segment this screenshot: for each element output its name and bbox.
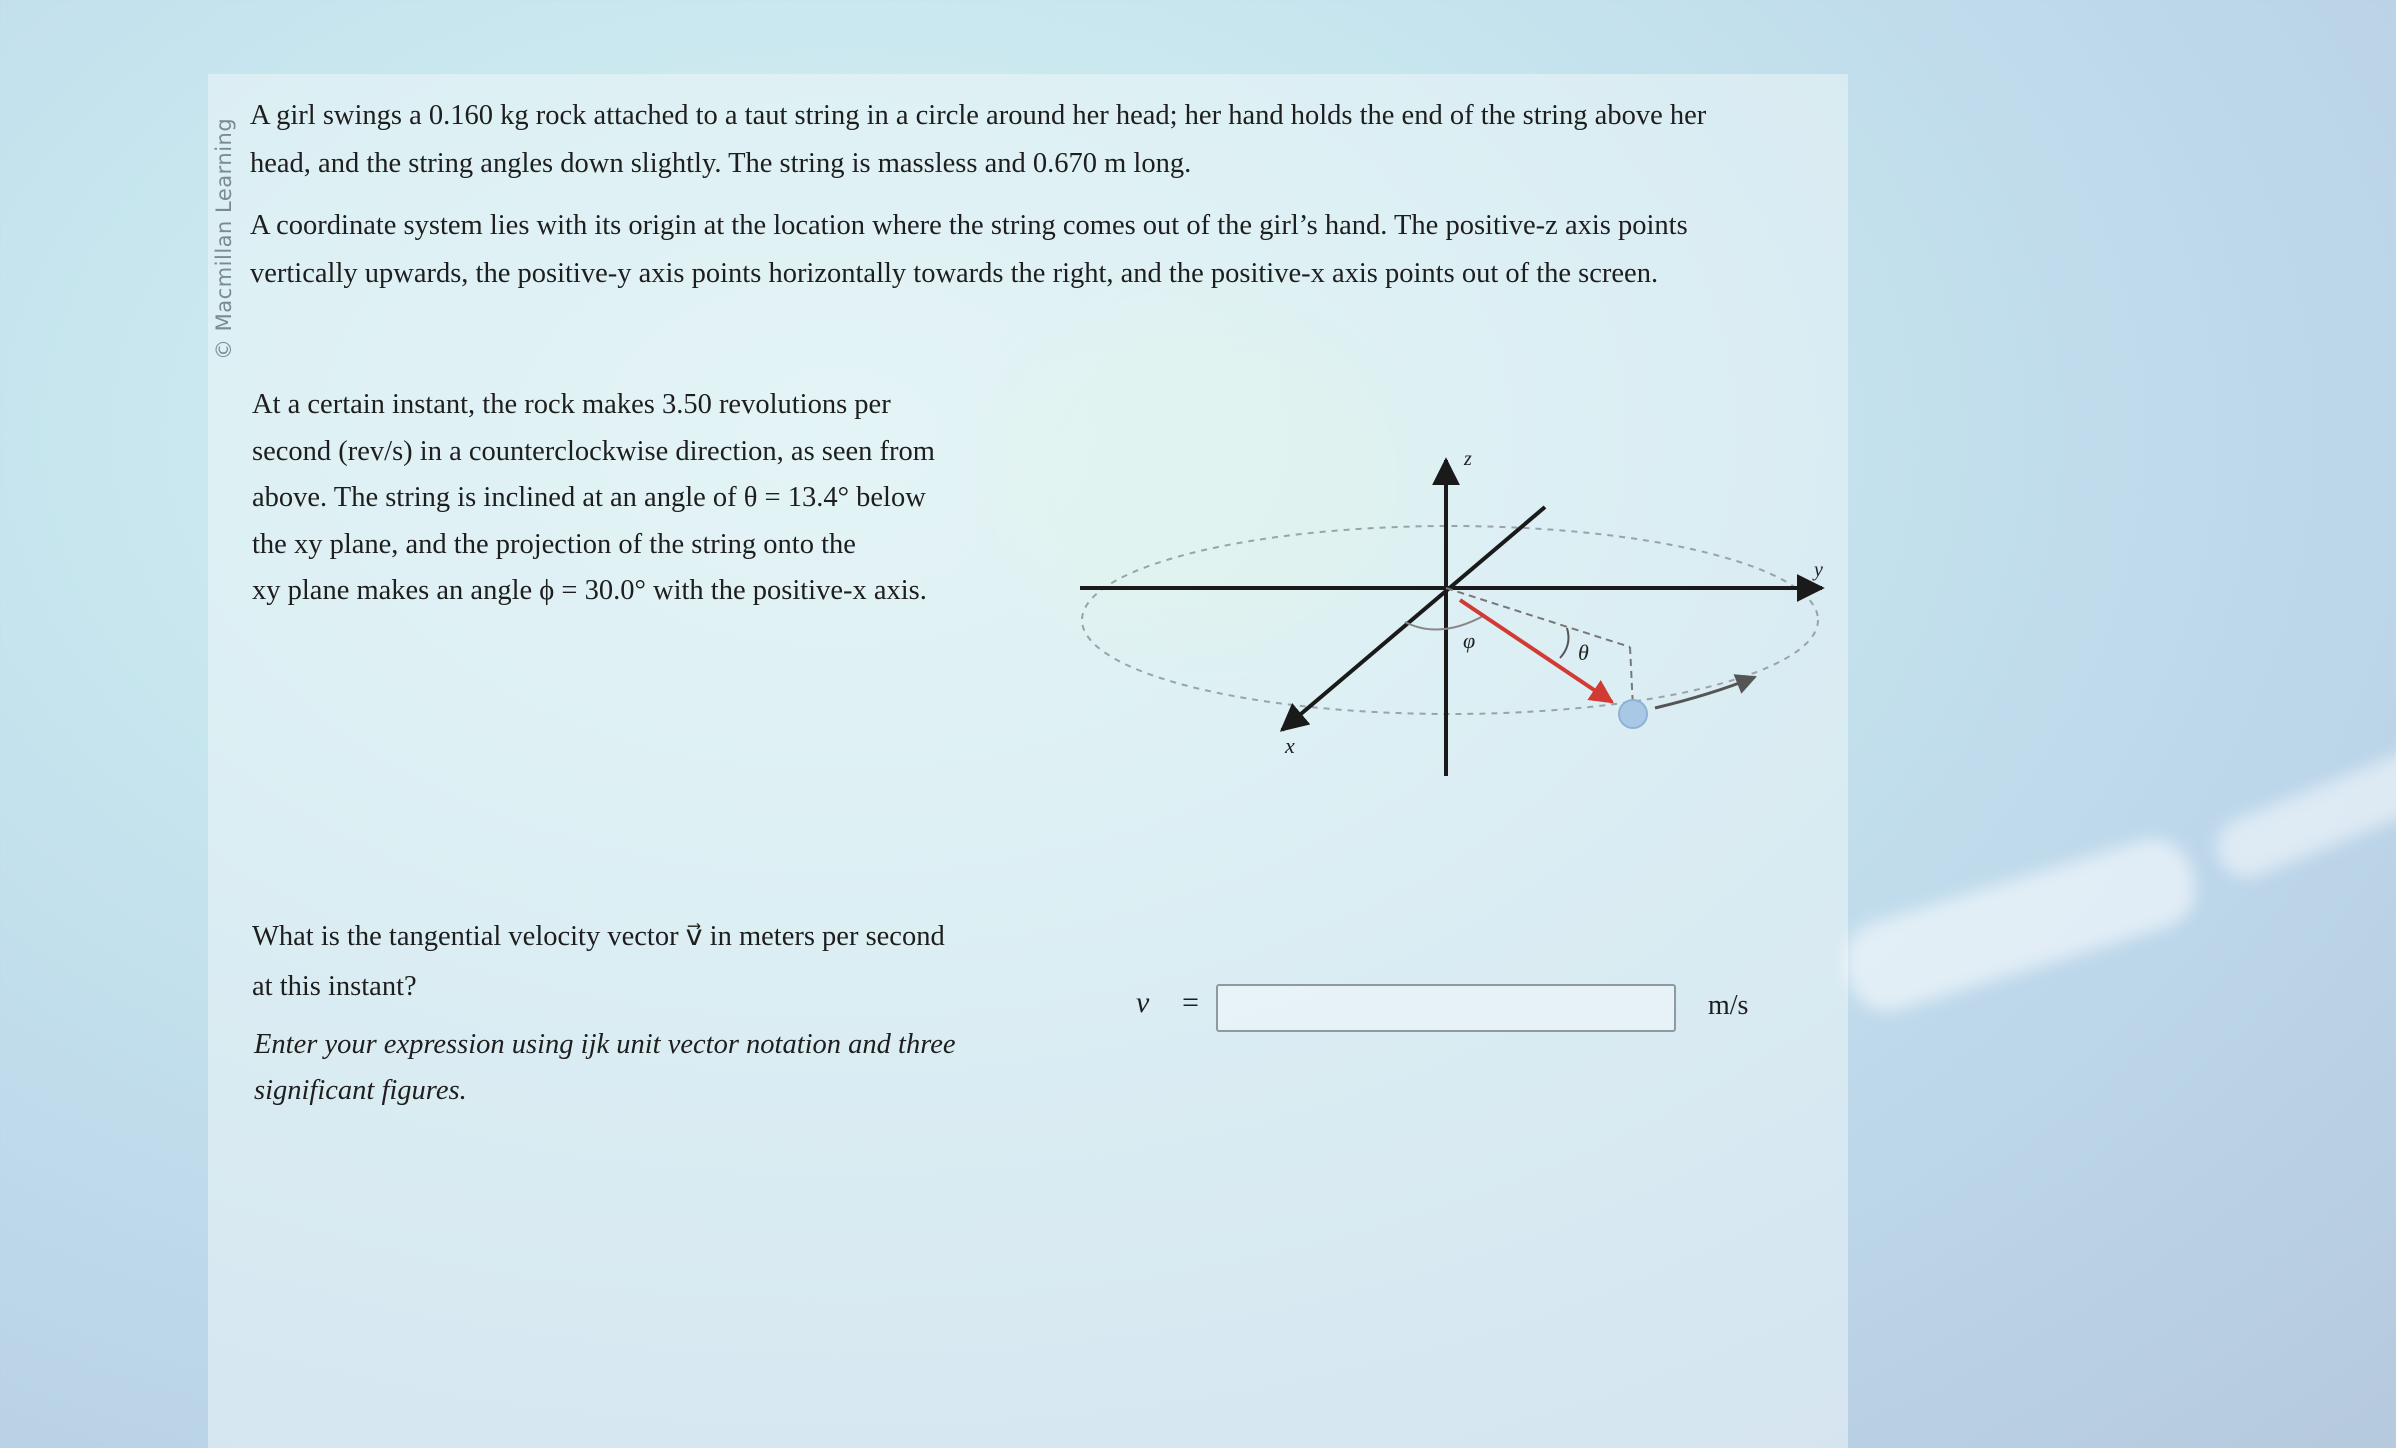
theta-label: θ <box>1578 640 1589 665</box>
text-line: at this instant? <box>252 971 417 1002</box>
text-line: above. The string is inclined at an angle of θ = 13.4° below <box>252 482 926 513</box>
answer-label: v⃗ = <box>1136 986 1201 1019</box>
answer-unit: m/s <box>1708 990 1749 1021</box>
x-axis-label: x <box>1285 733 1295 758</box>
text-line: significant figures. <box>254 1075 467 1106</box>
instant-description <box>252 382 1022 615</box>
screen-glare <box>2208 733 2396 886</box>
text-line: second (rev/s) in a counterclockwise direction, as seen from <box>252 435 935 467</box>
text-line: What is the tangential velocity vector v⃗ in meters per second <box>252 921 945 952</box>
text-line: vertically upwards, the positive-y axis points horizontally towards the right, and the positive-x axis points out of the screen. <box>250 258 1659 289</box>
text-line: the xy plane, and the projection of the string onto the <box>252 528 856 560</box>
string-line <box>1460 600 1612 702</box>
text-line: xy plane makes an angle ϕ = 30.0° with the positive-x axis. <box>252 575 927 606</box>
copyright-label: © Macmillan Learning <box>212 117 236 360</box>
orbit-path <box>1082 526 1818 714</box>
question-text <box>252 912 1032 1012</box>
text-line: head, and the string angles down slightly. The string is massless and 0.670 m long. <box>250 148 1192 179</box>
z-axis-label: z <box>1464 448 1472 470</box>
text-line: Enter your expression using ijk unit vector notation and three <box>254 1029 956 1060</box>
rotation-diagram <box>1070 440 1840 780</box>
velocity-arrow <box>1655 677 1755 708</box>
answer-hint <box>254 1022 1054 1114</box>
problem-intro <box>250 92 1840 188</box>
velocity-answer-input[interactable] <box>1216 984 1676 1032</box>
rock <box>1619 700 1647 728</box>
phi-label: φ <box>1463 628 1476 653</box>
y-axis-label: y <box>1814 559 1823 581</box>
text-line: A girl swings a 0.160 kg rock attached to a taut string in a circle around her head; her hand holds the end of the string above her <box>250 100 1707 131</box>
screen-glare <box>1835 829 2206 1020</box>
text-line: A coordinate system lies with its origin at the location where the string comes out of the girl’s hand. The positive-z axis points <box>250 210 1688 241</box>
coordinate-system-description <box>250 202 1840 298</box>
x-axis <box>1282 507 1545 730</box>
theta-arc <box>1560 628 1568 658</box>
drop-line <box>1630 647 1633 708</box>
text-line: At a certain instant, the rock makes 3.50 revolutions per <box>252 389 891 420</box>
